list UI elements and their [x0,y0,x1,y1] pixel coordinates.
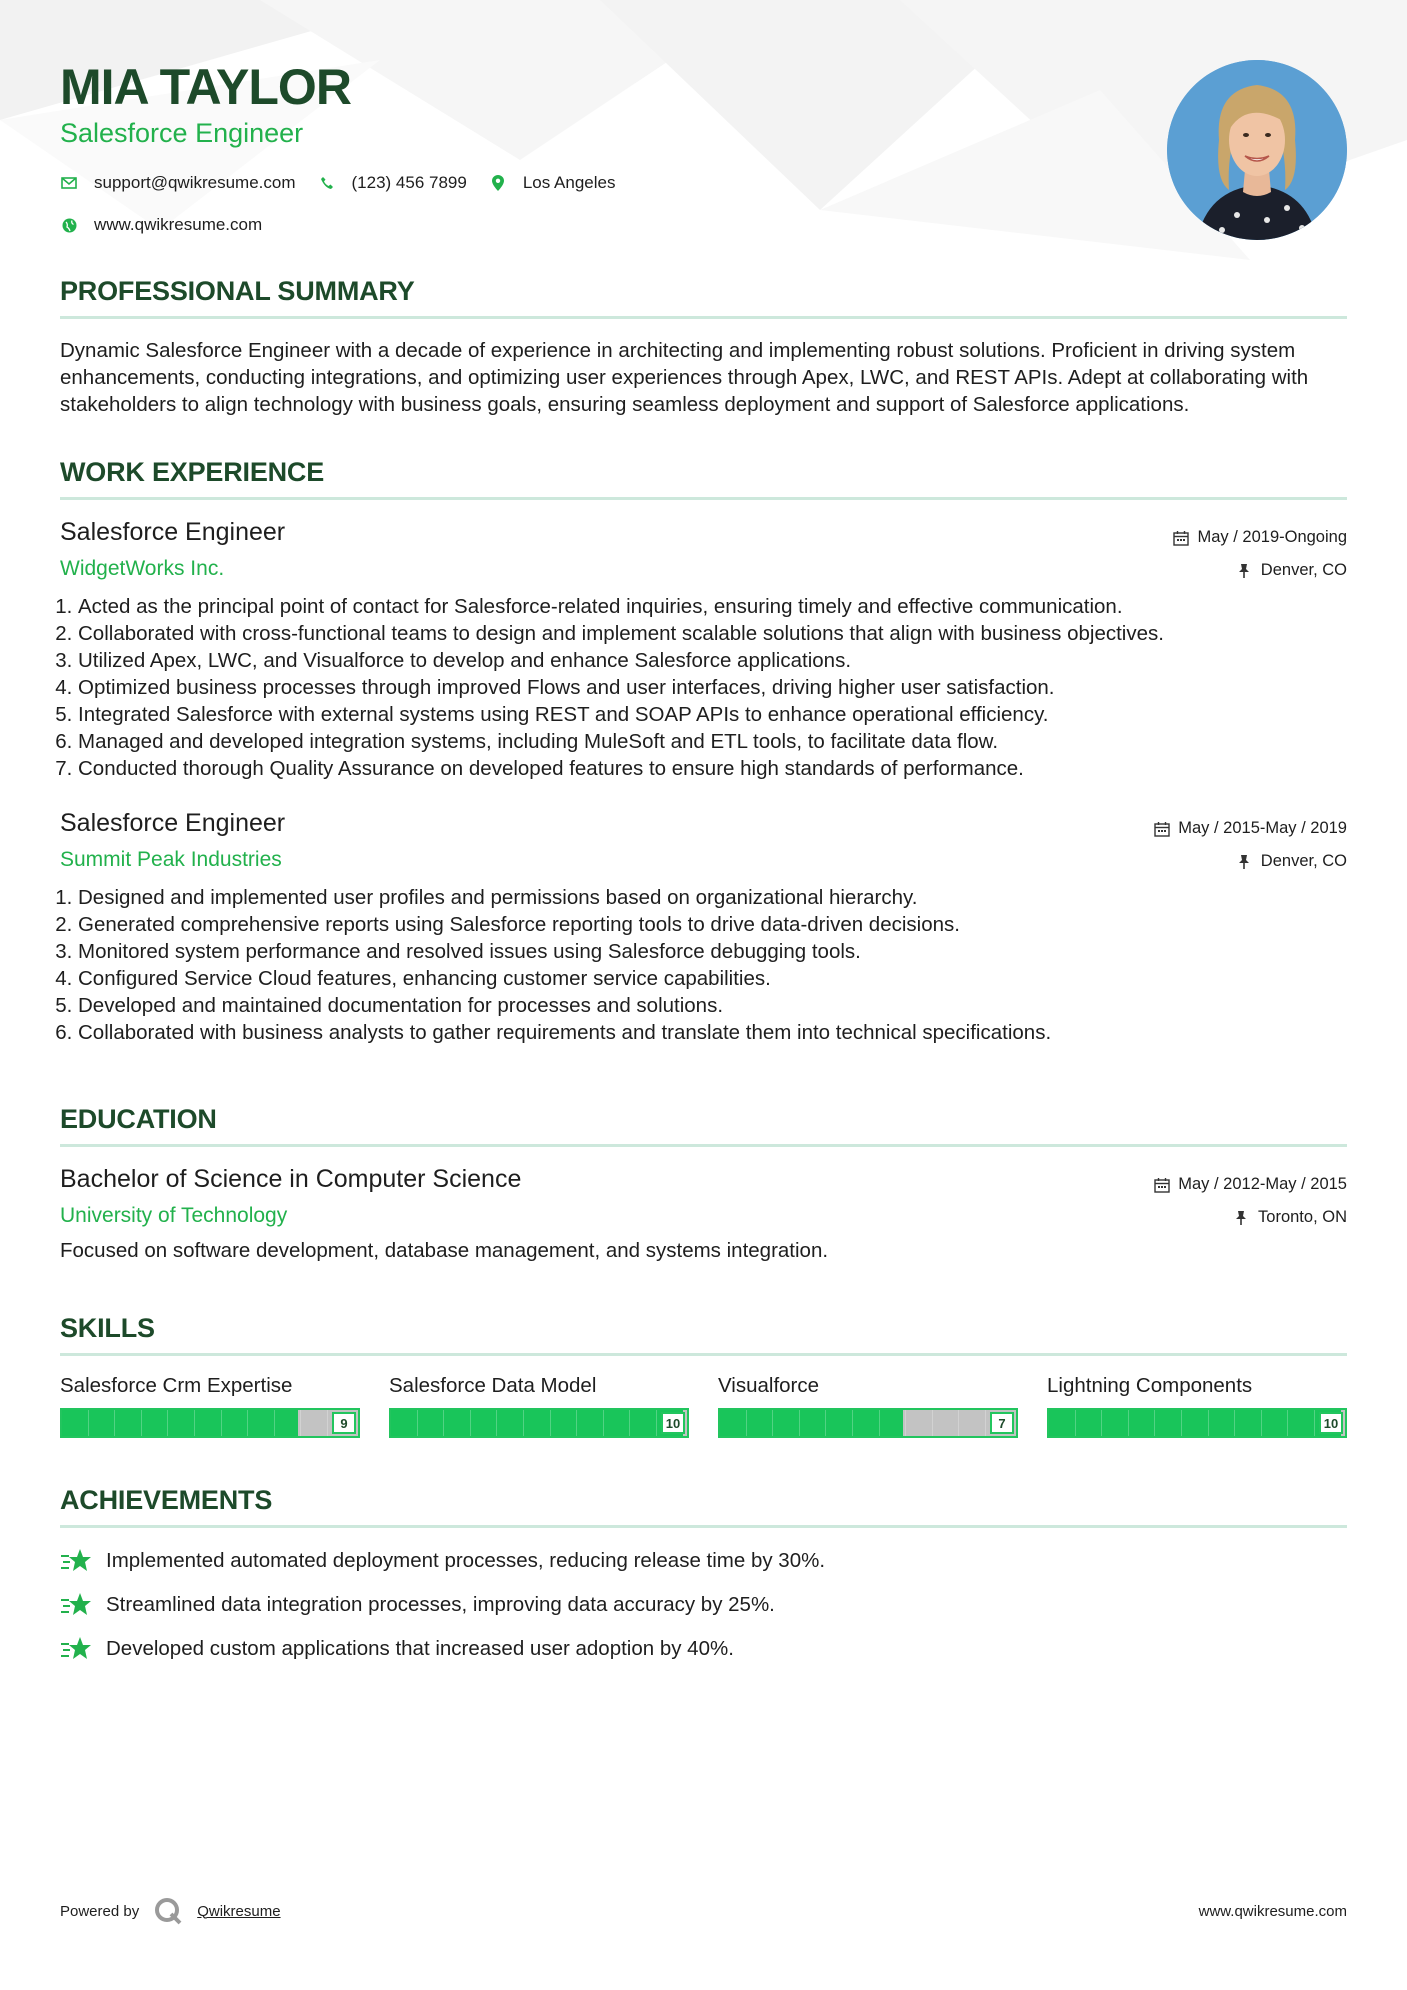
footer-powered-by [60,1896,281,1926]
duty-item: 1. Designed and implemented user profiles and permissions based on organizational hierarchy. [78,884,1347,911]
skill-bar-segments [62,1410,328,1436]
job-location [1237,852,1347,871]
skill-bar [1047,1408,1347,1438]
skill-bar-segment [826,1410,853,1436]
pushpin-icon [1237,563,1253,579]
summary-heading: PROFESSIONAL SUMMARY [60,276,1347,319]
envelope-icon [60,174,78,192]
duty-item: 3. Utilized Apex, LWC, and Visualforce to develop and enhance Salesforce applications. [78,647,1347,674]
skill-bar-segment [1209,1410,1236,1436]
duty-item: 5. Developed and maintained documentation for processes and solutions. [78,992,1347,1019]
skill-bar-segment [142,1410,169,1436]
skill-name: Salesforce Data Model [389,1374,597,1397]
skill-bar-segment [444,1410,471,1436]
experience-section [60,457,1347,1046]
job-duties-list [60,884,1347,1046]
job-company: WidgetWorks Inc. [60,557,225,580]
candidate-name: MIA TAYLOR [60,59,351,115]
skill-score: 9 [332,1412,356,1434]
skill-bar-segment [89,1410,116,1436]
skill-item [389,1374,689,1438]
skill-bar-segment [391,1410,418,1436]
job-location [1237,561,1347,580]
skill-bar-segment [853,1410,880,1436]
achievement-item [60,1590,1347,1620]
skill-bar-segment [524,1410,551,1436]
skill-score: 7 [990,1412,1014,1434]
location-text: Los Angeles [522,173,616,192]
achievement-text: Developed custom applications that increased user adoption by 40%. [106,1637,734,1660]
powered-by-label: Powered by [60,1902,140,1920]
skill-item [1047,1374,1347,1438]
skills-heading: SKILLS [60,1313,1347,1356]
skill-bar-segment [248,1410,275,1436]
skill-bar-segment [551,1410,578,1436]
education-date [1154,1175,1347,1194]
profile-photo [1167,60,1347,240]
map-pin-icon [489,174,507,192]
shooting-star-icon [60,1547,92,1575]
achievement-text: Streamlined data integration processes, improving data accuracy by 25%. [106,1593,775,1616]
skill-bar-segment [747,1410,774,1436]
page-footer [60,1896,1347,1926]
skill-bar-segment [497,1410,524,1436]
job-duties-list [60,593,1347,782]
skill-bar-segment [62,1410,89,1436]
qwikresume-logo-icon [153,1896,183,1926]
education-location [1234,1208,1347,1227]
resume-header [60,0,1347,240]
skill-bar-segment [800,1410,827,1436]
school-name: University of Technology [60,1204,288,1227]
job-title: Salesforce Engineer [60,518,286,546]
footer-url-link[interactable]: www.qwikresume.com [1198,1902,1347,1920]
job-entry [60,809,1347,1046]
shooting-star-icon [60,1635,92,1663]
skill-name: Visualforce [718,1374,820,1397]
achievements-heading: ACHIEVEMENTS [60,1485,1347,1528]
skill-bar-segment [906,1410,933,1436]
skill-bar-segment [418,1410,445,1436]
skill-bar-segment [1076,1410,1103,1436]
website-text: www.qwikresume.com [94,215,263,234]
skill-bar-segment [301,1410,328,1436]
experience-heading: WORK EXPERIENCE [60,457,1347,500]
website-row [60,215,284,235]
job-entry [60,518,1347,782]
skill-bar-segment [195,1410,222,1436]
skill-bar-segment [1288,1410,1315,1436]
skill-item [60,1374,360,1438]
achievement-text: Implemented automated deployment processes, reducing release time by 30%. [106,1549,826,1572]
education-section [60,1104,1347,1264]
skills-section [60,1313,1347,1438]
skill-bar-segment [577,1410,604,1436]
shooting-star-icon [60,1591,92,1619]
footer-brand-link[interactable]: Qwikresume [197,1902,281,1920]
candidate-role: Salesforce Engineer [60,118,304,148]
skill-bar-segment [720,1410,747,1436]
duty-item: 4. Configured Service Cloud features, enhancing customer service capabilities. [78,965,1347,992]
phone-text: (123) 456 7899 [351,173,467,192]
skill-bar [718,1408,1018,1438]
skill-bar-segment [604,1410,631,1436]
skill-bar-segments [1049,1410,1315,1436]
skill-bar [60,1408,360,1438]
job-date-text: May / 2019-Ongoing [1197,528,1347,546]
skill-bar-segment [275,1410,302,1436]
skill-item [718,1374,1018,1438]
skill-bar-segment [471,1410,498,1436]
skill-bar-segments [391,1410,657,1436]
job-title: Salesforce Engineer [60,809,286,837]
calendar-icon [1154,1177,1170,1193]
skill-bar-segment [1182,1410,1209,1436]
skill-bar-segments [720,1410,986,1436]
achievement-item [60,1634,1347,1664]
duty-item: 7. Conducted thorough Quality Assurance on developed features to ensure high standards of performance. [78,755,1347,782]
skills-grid [60,1374,1347,1438]
summary-text: Dynamic Salesforce Engineer with a decade of experience in architecting and implementing robust solutions. Proficient in driving system enhancements, conducting integrations, and optimizing user experiences through Apex, LWC, and REST APIs. Adept at collaborating with stakeholders to align technology with business goals, ensuring seamless deployment and support of Salesforce applications. [60,339,1309,416]
skill-bar-segment [1129,1410,1156,1436]
achievement-item [60,1546,1347,1576]
education-heading: EDUCATION [60,1104,1347,1147]
contact-email[interactable] [60,173,296,193]
job-date-text: May / 2015-May / 2019 [1178,819,1347,837]
job-company: Summit Peak Industries [60,848,282,871]
contact-row [60,173,637,193]
skill-bar-segment [773,1410,800,1436]
skill-bar [389,1408,689,1438]
job-location-text: Denver, CO [1260,561,1347,579]
skill-score: 10 [661,1412,685,1434]
duty-item: 3. Monitored system performance and resolved issues using Salesforce debugging tools. [78,938,1347,965]
duty-item: 2. Generated comprehensive reports using Salesforce reporting tools to drive data-driven decisions. [78,911,1347,938]
duty-item: 6. Collaborated with business analysts to gather requirements and translate them into technical specifications. [78,1019,1347,1046]
duty-item: 4. Optimized business processes through improved Flows and user interfaces, driving higher user satisfaction. [78,674,1347,701]
contact-location [489,173,616,193]
calendar-icon [1173,530,1189,546]
email-text: support@qwikresume.com [94,173,296,192]
job-date [1173,528,1347,547]
duty-item: 6. Managed and developed integration systems, including MuleSoft and ETL tools, to facilitate data flow. [78,728,1347,755]
calendar-icon [1154,821,1170,837]
globe-icon [60,216,78,234]
summary-section [60,276,1347,418]
duty-item: 1. Acted as the principal point of contact for Salesforce-related inquiries, ensuring timely and effective communication. [78,593,1347,620]
skill-bar-segment [222,1410,249,1436]
skill-name: Lightning Components [1047,1374,1253,1397]
job-location-text: Denver, CO [1260,852,1347,870]
duty-item: 2. Collaborated with cross-functional teams to design and implement scalable solutions that align with business objectives. [78,620,1347,647]
skill-bar-segment [1262,1410,1289,1436]
education-location-text: Toronto, ON [1258,1208,1347,1226]
achievements-section [60,1485,1347,1664]
pushpin-icon [1234,1210,1250,1226]
phone-icon [318,174,336,192]
pushpin-icon [1237,854,1253,870]
skill-bar-segment [1102,1410,1129,1436]
job-date [1154,819,1347,838]
contact-phone[interactable] [318,173,467,193]
skill-bar-segment [1049,1410,1076,1436]
skill-bar-segment [1235,1410,1262,1436]
skill-score: 10 [1319,1412,1343,1434]
skill-bar-segment [959,1410,986,1436]
degree-title: Bachelor of Science in Computer Science [60,1165,522,1193]
skill-bar-segment [880,1410,907,1436]
skill-bar-segment [1155,1410,1182,1436]
skill-name: Salesforce Crm Expertise [60,1374,293,1397]
education-date-text: May / 2012-May / 2015 [1178,1175,1347,1193]
skill-bar-segment [168,1410,195,1436]
skill-bar-segment [933,1410,960,1436]
duty-item: 5. Integrated Salesforce with external systems using REST and SOAP APIs to enhance operational efficiency. [78,701,1347,728]
skill-bar-segment [115,1410,142,1436]
education-description: Focused on software development, database management, and systems integration. [60,1239,829,1262]
contact-website[interactable] [60,215,262,235]
skill-bar-segment [630,1410,657,1436]
education-entry [60,1165,1347,1264]
